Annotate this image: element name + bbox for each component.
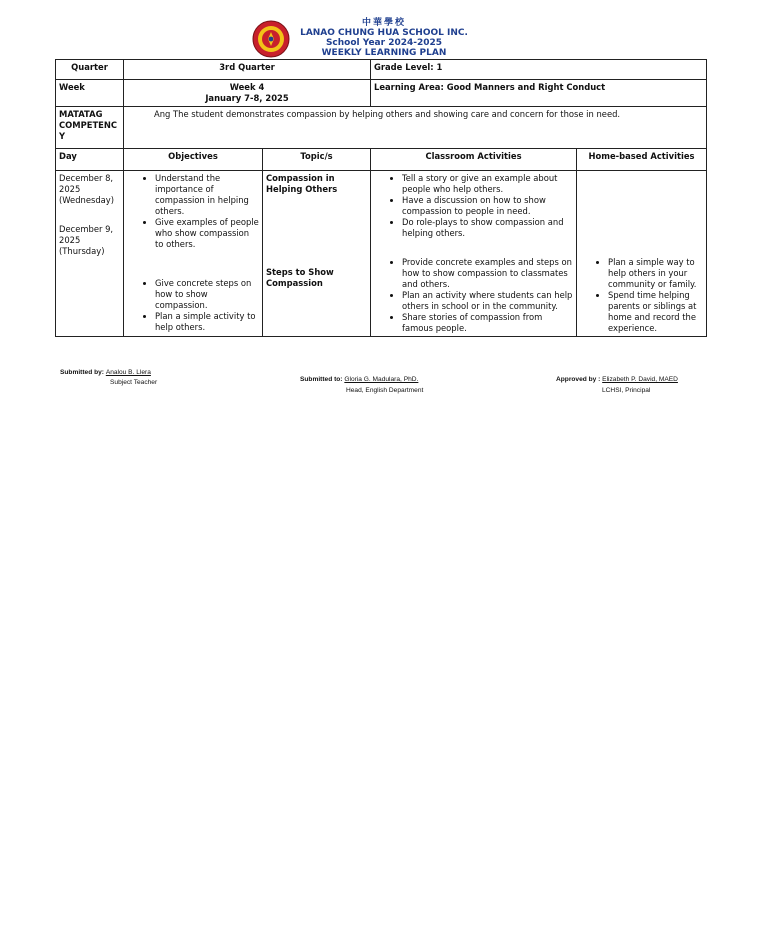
- header-topics: Topic/s: [263, 149, 371, 171]
- approved-by-block: [556, 376, 678, 383]
- approved-by-name: Elizabeth P. David, MAED: [602, 376, 678, 383]
- list-item: • Plan a simple activity to help others.: [155, 311, 259, 333]
- classroom-list: [374, 257, 573, 334]
- list-item: • Provide concrete examples and steps on how to show compassion to classmates and others.: [402, 257, 573, 290]
- list-item: • Understand the importance of compassion in helping others.: [155, 173, 259, 217]
- list-item: • Spend time helping parents or siblings at home and record the experience.: [608, 290, 703, 334]
- column-headers: [56, 149, 707, 171]
- list-item: • Have a discussion on how to show compassion to people in need.: [402, 195, 573, 217]
- submitted-by-block: [60, 369, 151, 376]
- submitted-by-label: Submitted by:: [60, 369, 104, 376]
- quarter-value: 3rd Quarter: [124, 60, 371, 80]
- topic-text: Compassion in Helping Others: [266, 173, 338, 194]
- matatag-text: Ang The student demonstrates compassion by helping others and showing care and concern for those in need.: [124, 107, 707, 149]
- classroom-list: [374, 173, 573, 239]
- table-row: [56, 171, 707, 337]
- matatag-label: MATATAG COMPETENC Y: [56, 107, 124, 149]
- learning-area: Learning Area: Good Manners and Right Conduct: [371, 80, 707, 107]
- submitted-to-name: Gloria G. Madulara, PhD.: [344, 376, 419, 383]
- quarter-label: Quarter: [56, 60, 124, 80]
- matatag-row: [56, 107, 707, 149]
- day-text: December 9, 2025 (Thursday): [59, 224, 114, 256]
- spacer: [127, 250, 259, 278]
- document-header: [0, 18, 768, 60]
- header-objectives: Objectives: [124, 149, 263, 171]
- list-item: • Give examples of people who show compassion to others.: [155, 217, 259, 250]
- objectives-list: [127, 278, 259, 333]
- school-logo: [252, 20, 290, 58]
- topic-text: Steps to Show Compassion: [266, 267, 334, 288]
- home-list: [580, 257, 703, 334]
- list-item: • Give concrete steps on how to show compassion.: [155, 278, 259, 311]
- grade-level: Grade Level: 1: [371, 60, 707, 80]
- spacer: [374, 239, 573, 257]
- week-cell: [124, 80, 371, 107]
- week-label: Week: [56, 80, 124, 107]
- week-value: Week 4: [229, 82, 265, 92]
- spacer: [580, 173, 703, 257]
- submitted-to-role: Head, English Department: [346, 387, 424, 394]
- school-name: LANAO CHUNG HUA SCHOOL INC.: [300, 28, 468, 38]
- list-item: • Plan an activity where students can help others in school or in the community.: [402, 290, 573, 312]
- week-dates: January 7-8, 2025: [205, 93, 289, 103]
- list-item: • Plan a simple way to help others in your community or family.: [608, 257, 703, 290]
- plan-title: WEEKLY LEARNING PLAN: [321, 48, 447, 58]
- day-cell: [56, 171, 124, 337]
- classroom-cell: [371, 171, 577, 337]
- home-cell: [577, 171, 707, 337]
- submitted-by-role: Subject Teacher: [110, 379, 158, 386]
- submitted-by-name: Analou B. Llera: [105, 369, 151, 376]
- spacer: [266, 195, 367, 267]
- week-row: [56, 80, 707, 107]
- list-item: • Share stories of compassion from famous people.: [402, 312, 573, 334]
- list-item: • Tell a story or give an example about people who help others.: [402, 173, 573, 195]
- header-classroom: Classroom Activities: [371, 149, 577, 171]
- list-item: • Do role-plays to show compassion and helping others.: [402, 217, 573, 239]
- objectives-cell: [124, 171, 263, 337]
- header-day: Day: [56, 149, 124, 171]
- school-year: School Year 2024-2025: [325, 38, 443, 48]
- weekly-learning-plan-table: [55, 59, 707, 337]
- submitted-to-label: Submitted to:: [300, 376, 343, 383]
- submitted-to-block: [300, 376, 418, 383]
- header-home: Home-based Activities: [577, 149, 707, 171]
- day-text: December 8, 2025 (Wednesday): [59, 173, 115, 205]
- spacer: [59, 206, 120, 224]
- quarter-row: [56, 60, 707, 80]
- objectives-list: [127, 173, 259, 250]
- approved-by-label: Approved by :: [556, 376, 601, 383]
- school-chinese-name: 中華學校: [361, 18, 406, 28]
- topic-cell: [263, 171, 371, 337]
- school-heading: [300, 18, 468, 58]
- approved-by-role: LCHSI, Principal: [602, 387, 651, 394]
